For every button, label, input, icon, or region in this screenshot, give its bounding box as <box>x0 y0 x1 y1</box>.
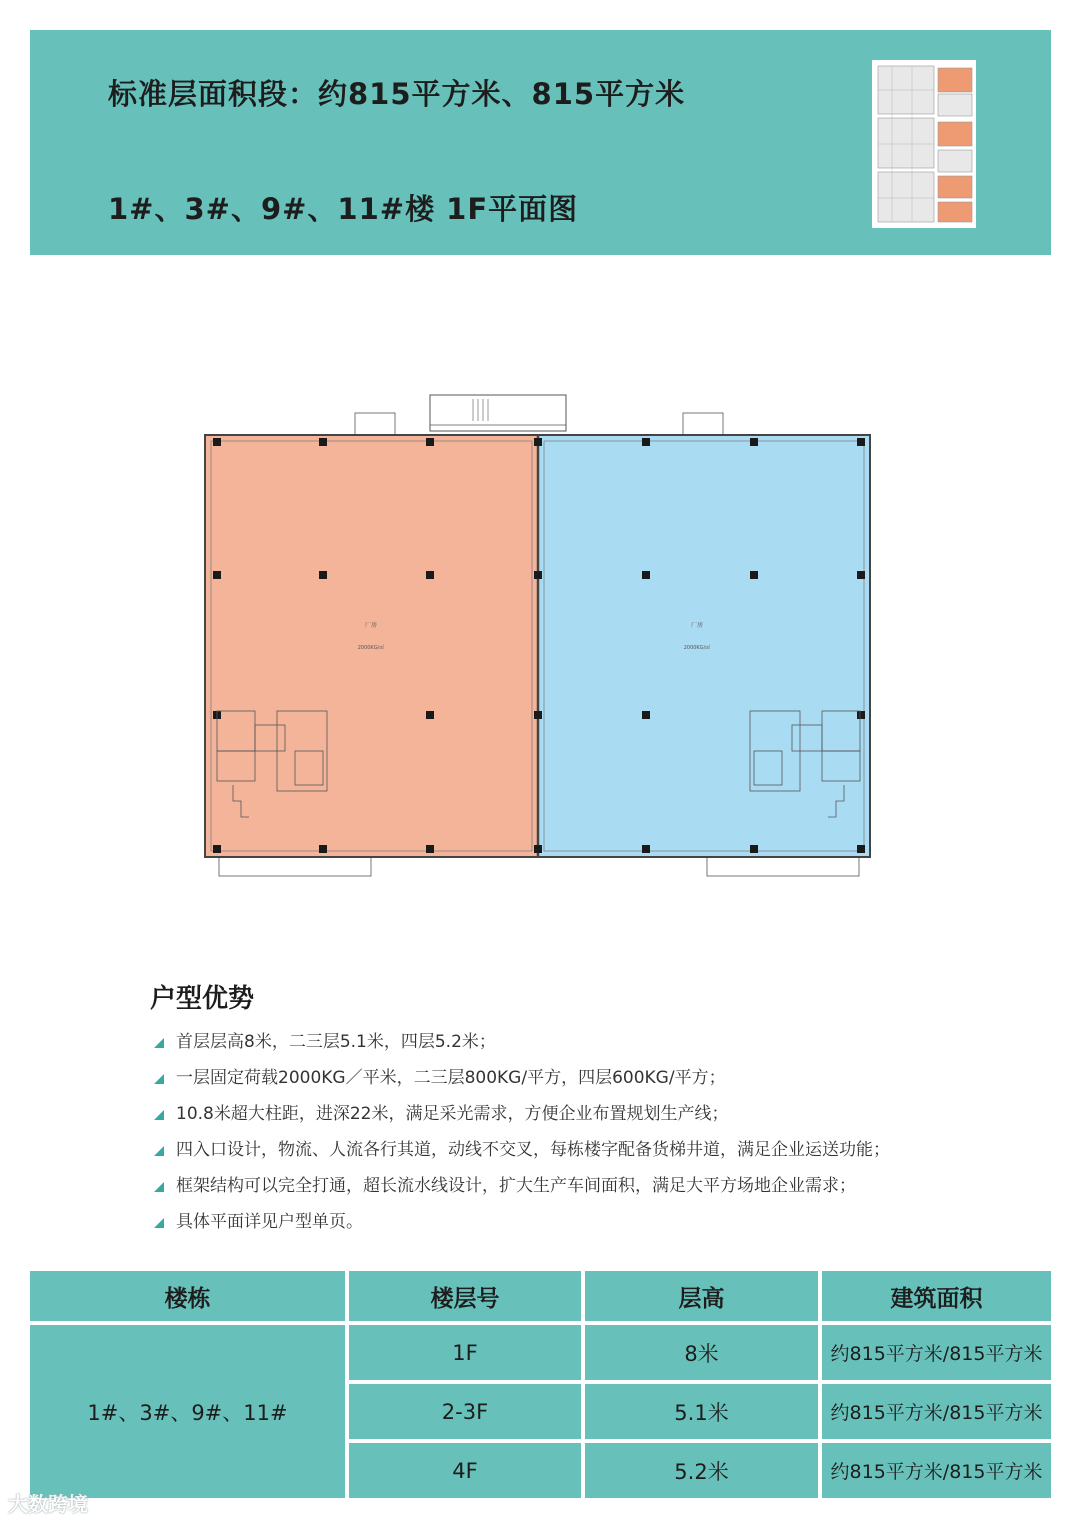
table-cell-area: 约815平方米/815平方米 <box>822 1325 1051 1380</box>
list-item: 具体平面详见户型单页。 <box>150 1210 1030 1246</box>
svg-text:2000KG/㎡: 2000KG/㎡ <box>357 645 385 651</box>
list-item: 框架结构可以完全打通，超长流水线设计，扩大生产车间面积，满足大平方场地企业需求； <box>150 1174 1030 1210</box>
bullet-icon <box>154 1110 164 1120</box>
table-header-area: 建筑面积 <box>822 1271 1051 1321</box>
table-header-height: 层高 <box>585 1271 818 1321</box>
table-header-floor: 楼层号 <box>349 1271 581 1321</box>
svg-text:厂房: 厂房 <box>364 622 378 629</box>
svg-text:厂房: 厂房 <box>690 622 704 629</box>
advantages-title: 户型优势 <box>150 984 255 1014</box>
table-header-building: 楼栋 <box>30 1271 345 1321</box>
table-cell-height: 8米 <box>585 1325 818 1380</box>
area-title: 标准层面积段：约815平方米、815平方米 <box>108 77 686 111</box>
bullet-icon <box>154 1146 164 1156</box>
floorplan-title: 1#、3#、9#、11#楼 1F平面图 <box>108 192 579 226</box>
list-item: 首层层高8米，二三层5.1米，四层5.2米； <box>150 1030 1030 1066</box>
table-cell-area: 约815平方米/815平方米 <box>822 1443 1051 1498</box>
table-cell-floor: 2-3F <box>349 1384 581 1439</box>
specs-table <box>30 1271 1051 1498</box>
bullet-icon <box>154 1074 164 1084</box>
table-cell-area: 约815平方米/815平方米 <box>822 1384 1051 1439</box>
bullet-icon <box>154 1218 164 1228</box>
advantages-list <box>150 1030 1030 1246</box>
list-item: 一层固定荷载2000KG／平米，二三层800KG/平方，四层600KG/平方； <box>150 1066 1030 1102</box>
watermark: 大数跨境 <box>8 1492 88 1516</box>
table-cell-floor: 4F <box>349 1443 581 1498</box>
table-cell-height: 5.2米 <box>585 1443 818 1498</box>
site-plan-thumbnail <box>872 60 976 228</box>
table-cell-height: 5.1米 <box>585 1384 818 1439</box>
bullet-icon <box>154 1182 164 1192</box>
list-item: 10.8米超大柱距，进深22米，满足采光需求，方便企业布置规划生产线； <box>150 1102 1030 1138</box>
header-banner <box>30 30 1051 255</box>
floor-plan-drawing <box>195 385 885 885</box>
table-cell-floor: 1F <box>349 1325 581 1380</box>
svg-text:2000KG/㎡: 2000KG/㎡ <box>683 645 711 651</box>
list-item: 四入口设计，物流、人流各行其道，动线不交叉，每栋楼字配备货梯井道，满足企业运送功能； <box>150 1138 1030 1174</box>
table-cell-building: 1#、3#、9#、11# <box>30 1325 345 1498</box>
bullet-icon <box>154 1038 164 1048</box>
